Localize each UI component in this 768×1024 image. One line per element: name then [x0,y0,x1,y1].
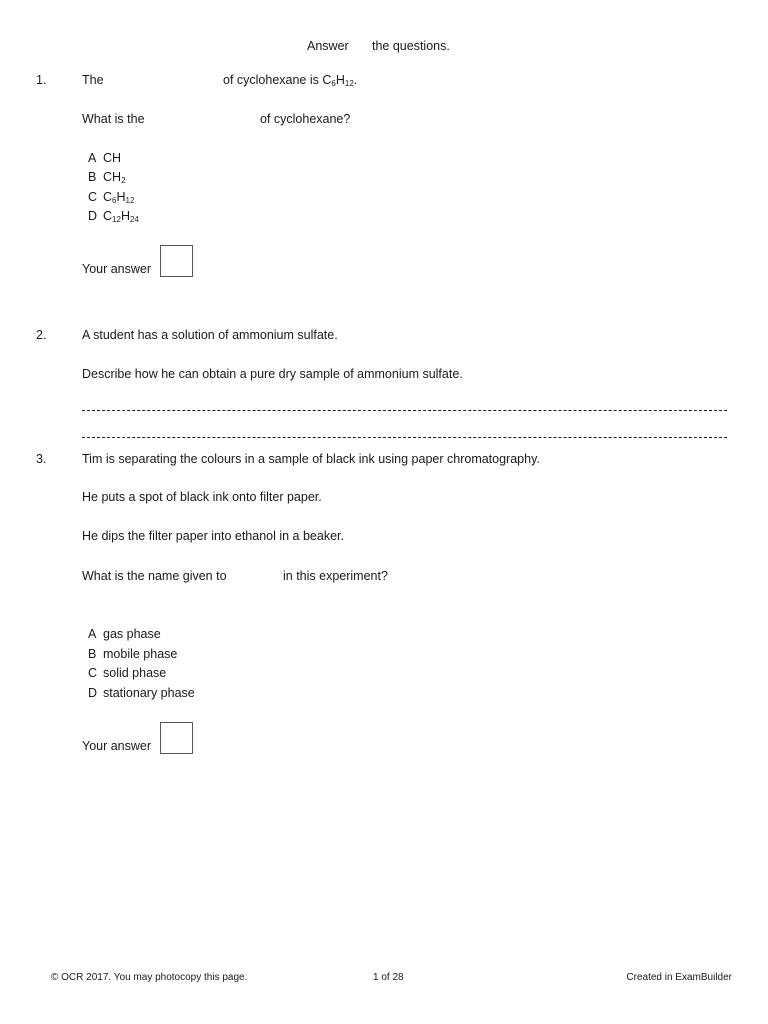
q2-line-1: A student has a solution of ammonium sulfate. [82,328,338,342]
q3-answer-box[interactable] [160,722,193,754]
q1-option-d: D $C_{12}H_{24}$ [88,209,139,224]
footer-page-number: 1 of 28 [373,972,404,983]
q2-number: 2. [36,328,47,342]
q3-option-c: C solid phase [88,666,167,680]
q3-line-1: Tim is separating the colours in a sample of black ink using paper chromatography. [82,452,540,466]
q3-line-2: He puts a spot of black ink onto filter paper. [82,490,322,504]
q3-option-d: D stationary phase [88,686,195,700]
footer-credit: Created in ExamBuilder [626,972,732,983]
q3-option-a: A gas phase [88,627,161,641]
q1-prompt-start: What is the [82,112,145,126]
q3-prompt-end: in this experiment? [283,569,388,583]
q1-stem-start: The [82,73,104,87]
q1-option-c: C $C_6H_{12}$ [88,190,135,205]
q2-answer-line-2[interactable] [82,437,727,438]
q3-prompt-start: What is the name given to [82,569,227,583]
header-answer: Answer [307,39,349,53]
q3-answer-label: Your answer [82,739,152,753]
footer-copyright: © OCR 2017. You may photocopy this page. [51,972,248,983]
q1-answer-box[interactable] [160,245,193,277]
q1-answer-label: Your answer [82,262,152,276]
header-questions: the questions. [372,39,450,53]
q1-option-a: A CH [88,151,122,165]
q1-number: 1. [36,73,47,87]
q2-line-2: Describe how he can obtain a pure dry sample of ammonium sulfate. [82,367,463,381]
q3-number: 3. [36,452,47,466]
q1-prompt-end: of cyclohexane? [260,112,351,126]
q1-option-b: B $CH_2$ [88,170,126,185]
q3-option-b: B mobile phase [88,647,178,661]
q1-stem-end: of cyclohexane is $C_6H_{12}$. [223,73,358,88]
q2-answer-line-1[interactable] [82,410,727,411]
q3-line-3: He dips the filter paper into ethanol in a beaker. [82,529,344,543]
